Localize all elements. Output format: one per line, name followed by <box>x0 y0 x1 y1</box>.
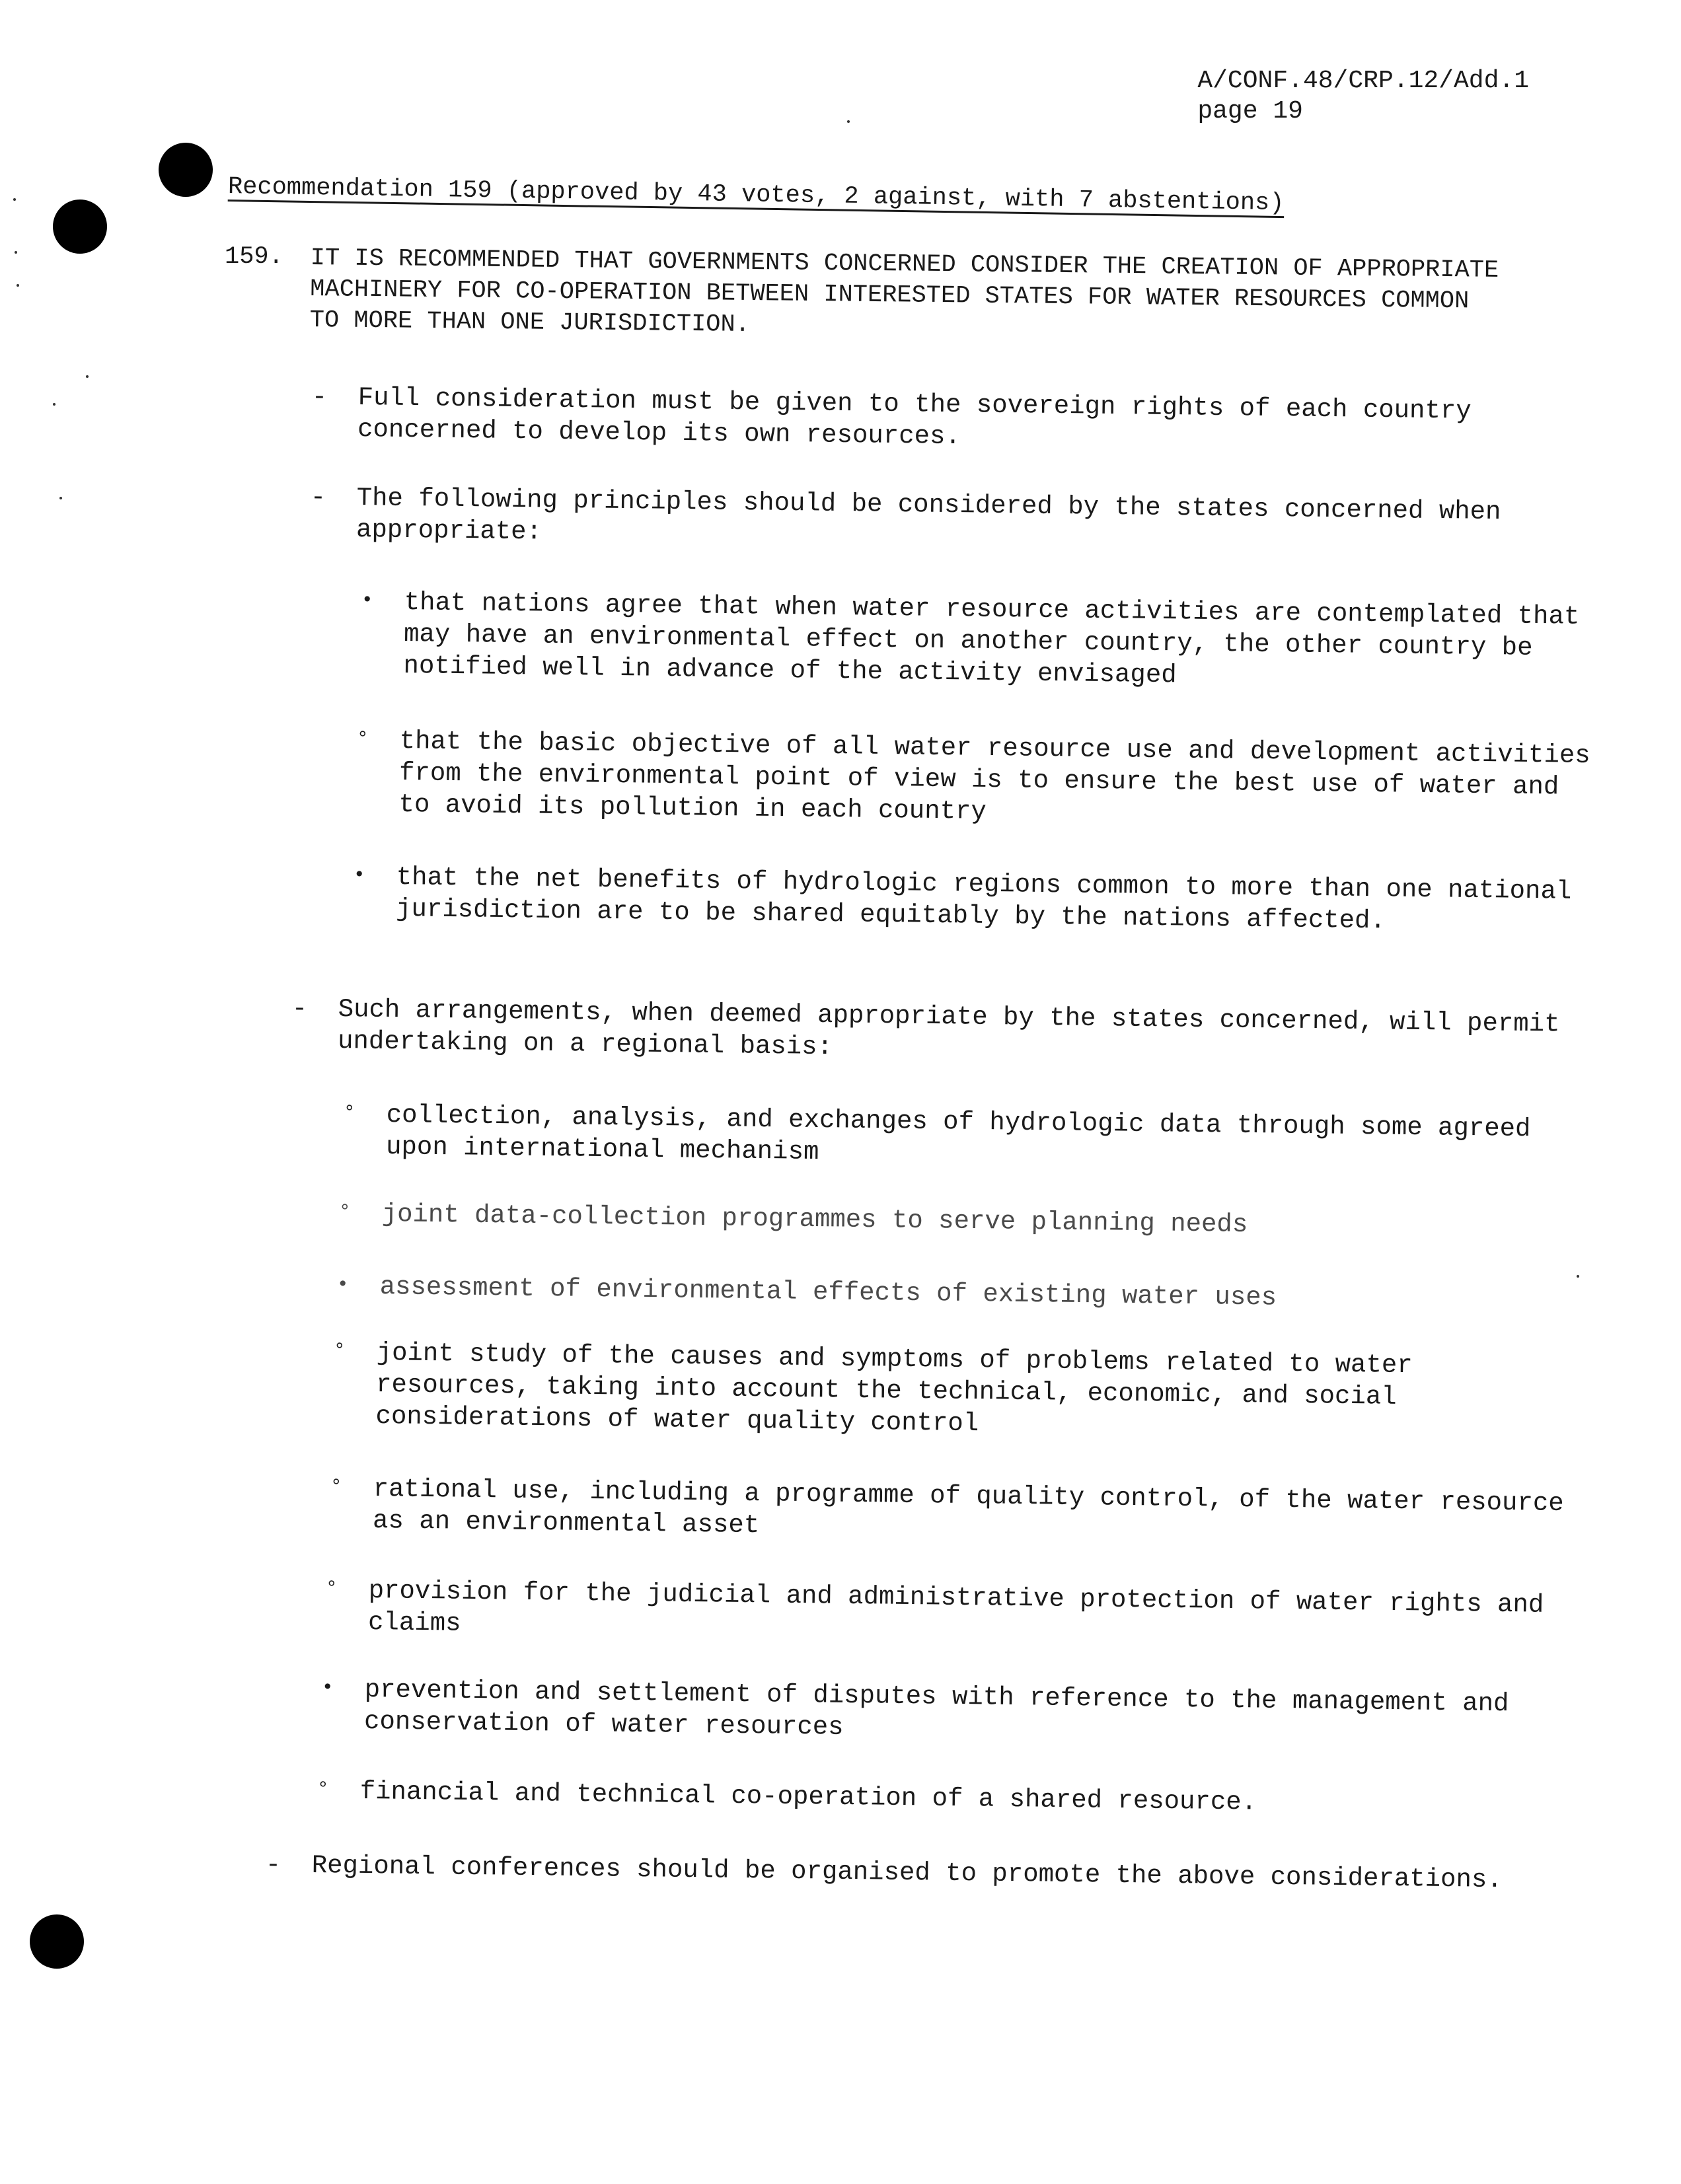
dash-item-principles <box>310 482 1579 561</box>
dash-marker: - <box>310 483 326 513</box>
dash-item-text: Such arrangements, when deemed appropriate by the states concerned, will permit undertaking on a regional basis: <box>337 994 1560 1062</box>
dash-item-arrangements <box>291 994 1581 1072</box>
regional-item-7 <box>321 1674 1581 1752</box>
circle-marker: ° <box>333 1340 346 1363</box>
scan-speck <box>53 403 56 406</box>
punch-hole-top <box>159 143 213 197</box>
regional-item-4 <box>333 1337 1579 1447</box>
bullet-marker: • <box>336 1274 349 1297</box>
circle-marker: ° <box>325 1578 338 1601</box>
regional-item-8 <box>317 1776 1575 1822</box>
regional-text: assessment of environmental effects of existing water uses <box>379 1272 1277 1313</box>
regional-text: joint data-collection programmes to serve planning needs <box>381 1199 1248 1240</box>
dash-marker: - <box>311 382 328 412</box>
document-symbol <box>1197 66 1529 127</box>
scan-speck <box>15 251 17 254</box>
regional-item-3 <box>336 1271 1582 1317</box>
principle-text: that the basic objective of all water resource use and development activities from the environmental point of view is to ensure the best use of water and to avoid its pollution in each country <box>398 726 1590 826</box>
document-code: A/CONF.48/CRP.12/Add.1 <box>1197 67 1529 95</box>
regional-item-2 <box>338 1198 1584 1245</box>
regional-text: collection, analysis, and exchanges of hydrologic data through some agreed upon international mechanism <box>385 1100 1531 1167</box>
bullet-marker: • <box>353 864 365 887</box>
circle-marker: ° <box>343 1102 355 1125</box>
bullet-marker: • <box>321 1677 334 1700</box>
regional-text: financial and technical co-operation of a shared resource. <box>359 1776 1257 1817</box>
scan-speck <box>17 284 19 287</box>
paragraph-number: 159. <box>225 243 283 271</box>
dash-item-sovereign <box>311 382 1581 460</box>
circle-marker: ° <box>330 1476 342 1499</box>
circle-marker: ° <box>338 1201 351 1224</box>
circle-marker: ° <box>356 728 369 751</box>
dash-marker: - <box>291 994 308 1024</box>
dash-item-text: Full consideration must be given to the sovereign rights of each country concerned to develop its own resources. <box>357 382 1472 452</box>
scan-speck <box>1577 1275 1579 1278</box>
principle-text: that the net benefits of hydrologic regions common to more than one national jurisdiction are to be shared equitably by the nations affected. <box>395 862 1572 936</box>
scan-speck <box>86 375 89 378</box>
regional-item-1 <box>343 1099 1589 1177</box>
regional-item-5 <box>330 1473 1576 1551</box>
punch-hole-bottom <box>30 1914 84 1969</box>
principle-item-1 <box>361 587 1607 696</box>
scan-speck <box>13 198 16 201</box>
recommendation-heading: Recommendation 159 (approved by 43 votes, 2 against, with 7 abstentions) <box>227 173 1285 218</box>
scan-speck <box>59 497 62 499</box>
punch-hole-upper <box>53 200 107 254</box>
dash-marker: - <box>265 1850 281 1880</box>
principle-text: that nations agree that when water resource activities are contemplated that may have an environmental effect on another country, the other country be notified well in advance of the activity envisaged <box>403 587 1580 690</box>
dash-item-text: The following principles should be considered by the states concerned when appropriate: <box>355 483 1501 547</box>
principle-item-3 <box>353 861 1599 939</box>
dash-item-text: Regional conferences should be organised to promote the above considerations. <box>311 1850 1503 1895</box>
regional-text: joint study of the causes and symptoms of problems related to water resources, taking into account the technical, economic, and social considerations of water quality control <box>375 1338 1413 1439</box>
regional-text: rational use, including a programme of quality control, of the water resource as an environmental asset <box>372 1474 1564 1541</box>
regional-text: prevention and settlement of disputes with reference to the management and conservation of water resources <box>363 1675 1509 1742</box>
paragraph-text: IT IS RECOMMENDED THAT GOVERNMENTS CONCERNED CONSIDER THE CREATION OF APPROPRIATE MACHINERY FOR CO-OPERATION BETWEEN INTERESTED STATES FOR WATER RESOURCES COMMON TO MORE THAN ONE JURISDICTION. <box>309 244 1499 339</box>
regional-item-6 <box>325 1575 1571 1653</box>
dash-item-conferences <box>265 1850 1620 1897</box>
circle-marker: ° <box>317 1778 329 1802</box>
scan-speck <box>847 120 850 123</box>
bullet-marker: • <box>361 589 373 612</box>
principle-item-2 <box>356 725 1602 835</box>
regional-text: provision for the judicial and administrative protection of water rights and claims <box>367 1576 1544 1638</box>
page-number: page 19 <box>1197 97 1303 126</box>
